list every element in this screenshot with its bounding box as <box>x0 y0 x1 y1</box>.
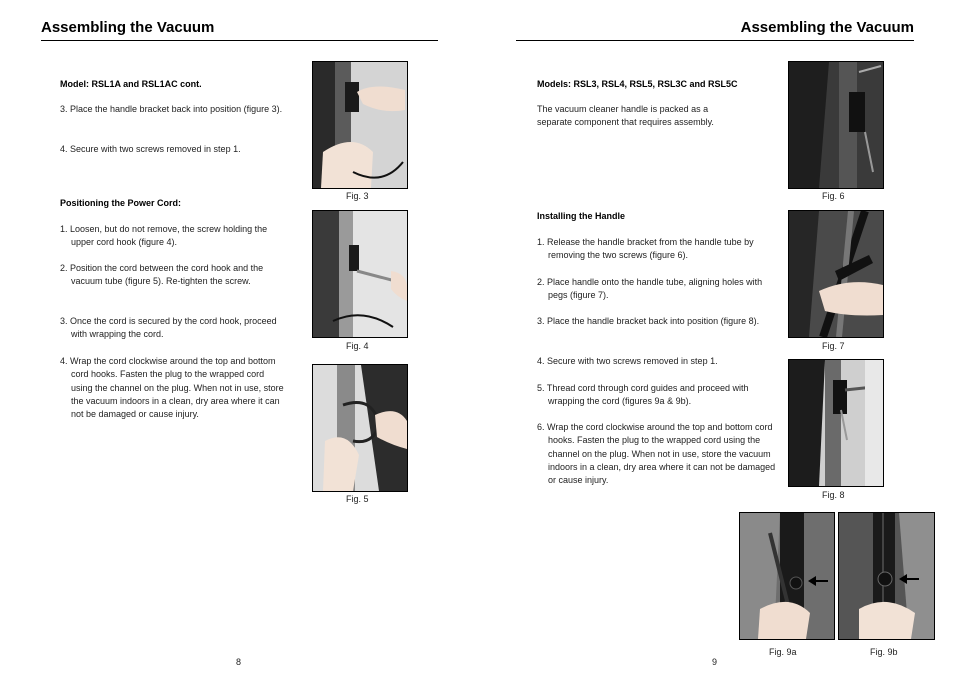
left-header-rule <box>41 40 438 41</box>
left-page-title: Assembling the Vacuum <box>41 19 215 36</box>
figure-5-caption: Fig. 5 <box>346 494 369 504</box>
figure-9a-photo <box>739 512 835 640</box>
cord-step-2: 2. Position the cord between the cord hook and the vacuum tube (figure 5). Re-tighten the screw. <box>60 263 264 287</box>
model-step-4: 4. Secure with two screws removed in step 1. <box>60 144 241 154</box>
install-step-4: 4. Secure with two screws removed in step 1. <box>537 356 718 366</box>
models-heading: Models: RSL3, RSL4, RSL5, RSL3C and RSL5C <box>537 79 738 89</box>
figure-3-caption: Fig. 3 <box>346 191 369 201</box>
intro-text: The vacuum cleaner handle is packed as a separate component that requires assembly. <box>537 104 714 128</box>
cord-step-3: 3. Once the cord is secured by the cord hook, proceed with wrapping the cord. <box>60 316 277 340</box>
figure-3-photo <box>312 61 408 189</box>
figure-7-photo <box>788 210 884 338</box>
figure-9b-photo <box>838 512 935 640</box>
figure-4-photo <box>312 210 408 338</box>
right-page-title: Assembling the Vacuum <box>740 19 914 36</box>
model-heading: Model: RSL1A and RSL1AC cont. <box>60 79 202 89</box>
figure-4-caption: Fig. 4 <box>346 341 369 351</box>
install-heading: Installing the Handle <box>537 211 626 221</box>
figure-6-photo <box>788 61 884 189</box>
figure-8-photo <box>788 359 884 487</box>
install-step-2: 2. Place handle onto the handle tube, aligning holes with pegs (figure 7). <box>537 277 763 301</box>
install-step-1: 1. Release the handle bracket from the handle tube by removing the two screws (figure 6). <box>537 237 754 261</box>
cord-heading: Positioning the Power Cord: <box>60 198 181 208</box>
right-header-rule <box>516 40 914 41</box>
install-step-6: 6. Wrap the cord clockwise around the top and bottom cord hooks. Fasten the plug to the wrapped cord using the channel on the plug. When not in use, store the vacuum indoors in a clean, dry area where it can not be damaged or cause injury. <box>537 422 776 486</box>
cord-step-1: 1. Loosen, but do not remove, the screw holding the upper cord hook (figure 4). <box>60 224 268 248</box>
figure-9b-caption: Fig. 9b <box>870 647 898 657</box>
figure-7-caption: Fig. 7 <box>822 341 845 351</box>
model-step-3: 3. Place the handle bracket back into position (figure 3). <box>60 104 283 114</box>
right-page-number: 9 <box>712 657 718 667</box>
install-step-5: 5. Thread cord through cord guides and proceed with wrapping the cord (figures 9a & 9b). <box>537 383 749 407</box>
figure-8-caption: Fig. 8 <box>822 490 845 500</box>
install-step-3: 3. Place the handle bracket back into position (figure 8). <box>537 316 760 326</box>
figure-6-caption: Fig. 6 <box>822 191 845 201</box>
left-page-number: 8 <box>236 657 242 667</box>
figure-5-photo <box>312 364 408 492</box>
cord-step-4: 4. Wrap the cord clockwise around the top and bottom cord hooks. Fasten the plug to the wrapped cord using the channel on the plug. When not in use, store the vacuum indoors in a clean, dry area where it can not be damaged or cause injury. <box>60 356 284 420</box>
figure-9a-caption: Fig. 9a <box>769 647 797 657</box>
